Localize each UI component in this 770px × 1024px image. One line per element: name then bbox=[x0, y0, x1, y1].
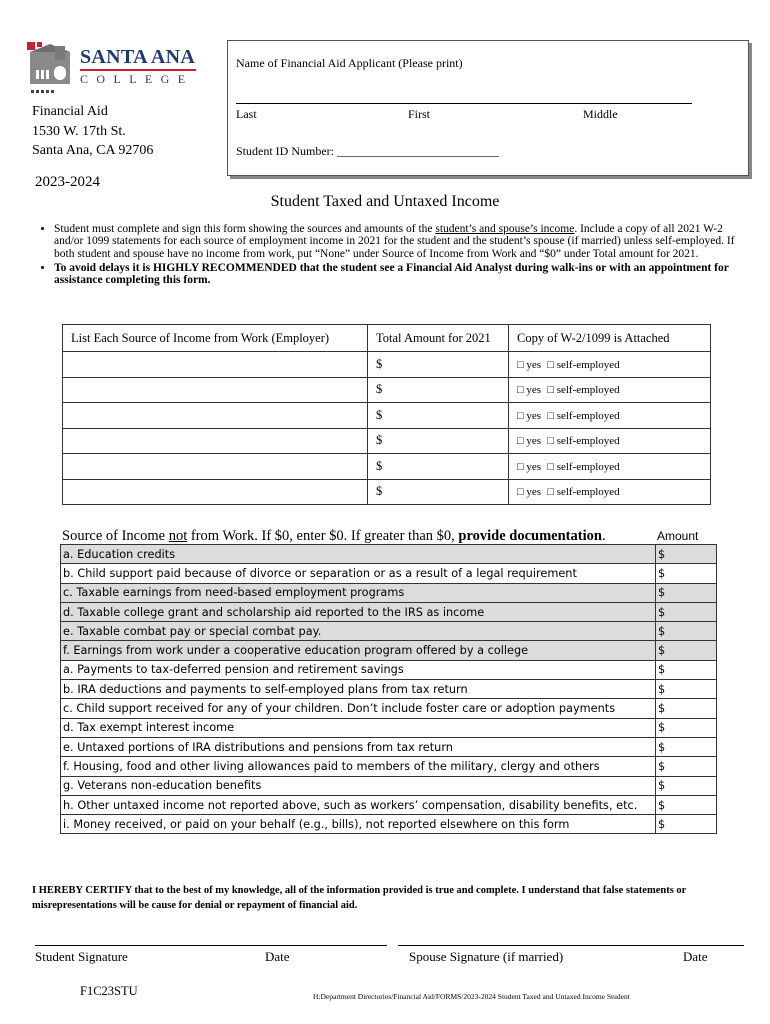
spouse-signature-label: Spouse Signature (if married) bbox=[409, 949, 564, 964]
work-amount-input[interactable]: $ bbox=[368, 479, 509, 505]
nonwork-income-row bbox=[61, 622, 717, 641]
nonwork-income-table bbox=[60, 544, 717, 834]
applicant-name-label: Name of Financial Aid Applicant (Please print) bbox=[236, 56, 463, 70]
income-source-label: a. Education credits bbox=[61, 545, 656, 564]
work-income-row bbox=[63, 479, 711, 505]
middle-name-label: Middle bbox=[583, 107, 618, 121]
nonwork-income-row bbox=[61, 641, 717, 660]
income-amount-input[interactable]: $ bbox=[656, 795, 717, 814]
award-year: 2023-2024 bbox=[35, 174, 100, 190]
income-source-label: b. IRA deductions and payments to self-employed plans from tax return bbox=[61, 680, 656, 699]
yes-checkbox[interactable]: □ yes bbox=[517, 486, 542, 499]
income-source-label: d. Taxable college grant and scholarship aid reported to the IRS as income bbox=[61, 602, 656, 621]
work-amount-input[interactable]: $ bbox=[368, 454, 509, 480]
income-amount-input[interactable]: $ bbox=[656, 680, 717, 699]
income-amount-input[interactable]: $ bbox=[656, 757, 717, 776]
first-name-label: First bbox=[408, 107, 431, 121]
employer-input[interactable] bbox=[63, 479, 368, 505]
work-income-row bbox=[63, 377, 711, 403]
income-source-label: e. Untaxed portions of IRA distributions and pensions from tax return bbox=[61, 737, 656, 756]
student-signature-line[interactable] bbox=[35, 945, 387, 946]
income-source-label: b. Child support paid because of divorce or separation or as a result of a legal requirement bbox=[61, 564, 656, 583]
nonwork-income-row bbox=[61, 815, 717, 834]
file-path: H:Department Directories/Financial Aid/FORMS/2023-2024 Student Taxed and Untaxed Income Student bbox=[313, 992, 630, 1001]
logo-divider bbox=[80, 69, 196, 71]
address-dept: Financial Aid bbox=[32, 104, 108, 119]
nonwork-income-row bbox=[61, 699, 717, 718]
self-employed-checkbox[interactable]: □ self-employed bbox=[547, 486, 620, 499]
nonwork-income-row bbox=[61, 718, 717, 737]
spouse-signature-line[interactable] bbox=[398, 945, 744, 946]
income-amount-input[interactable]: $ bbox=[656, 737, 717, 756]
work-income-row bbox=[63, 428, 711, 454]
work-income-row bbox=[63, 403, 711, 429]
last-name-label: Last bbox=[236, 107, 257, 121]
income-amount-input[interactable]: $ bbox=[656, 545, 717, 564]
college-logo-icon bbox=[27, 42, 73, 94]
income-amount-input[interactable]: $ bbox=[656, 776, 717, 795]
nonwork-header: Source of Income not from Work. If $0, enter $0. If greater than $0, provide documentation. bbox=[62, 528, 606, 544]
income-amount-input[interactable]: $ bbox=[656, 602, 717, 621]
nonwork-income-row bbox=[61, 583, 717, 602]
employer-input[interactable] bbox=[63, 428, 368, 454]
certification-statement: I HEREBY CERTIFY that to the best of my knowledge, all of the information provided is true and complete. I understand that false statements or misrepresentations will be cause for denial or repayment of financial aid. bbox=[32, 885, 687, 911]
income-amount-input[interactable]: $ bbox=[656, 622, 717, 641]
student-signature-label: Student Signature bbox=[35, 949, 128, 964]
nonwork-income-row bbox=[61, 776, 717, 795]
work-amount-input[interactable]: $ bbox=[368, 377, 509, 403]
yes-checkbox[interactable]: □ yes bbox=[517, 460, 542, 473]
income-source-label: a. Payments to tax-deferred pension and retirement savings bbox=[61, 660, 656, 679]
income-source-label: g. Veterans non-education benefits bbox=[61, 776, 656, 795]
income-source-label: i. Money received, or paid on your behalf (e.g., bills), not reported elsewhere on this form bbox=[61, 815, 656, 834]
yes-checkbox[interactable]: □ yes bbox=[517, 384, 542, 397]
income-amount-input[interactable]: $ bbox=[656, 660, 717, 679]
income-source-label: d. Tax exempt interest income bbox=[61, 718, 656, 737]
work-amount-input[interactable]: $ bbox=[368, 352, 509, 378]
address-street: 1530 W. 17th St. bbox=[32, 124, 126, 139]
yes-checkbox[interactable]: □ yes bbox=[517, 435, 542, 448]
nonwork-income-row bbox=[61, 795, 717, 814]
income-source-label: e. Taxable combat pay or special combat pay. bbox=[61, 622, 656, 641]
nonwork-income-row bbox=[61, 680, 717, 699]
w2-attached-cell bbox=[509, 403, 711, 429]
self-employed-checkbox[interactable]: □ self-employed bbox=[547, 460, 620, 473]
work-amount-input[interactable]: $ bbox=[368, 403, 509, 429]
self-employed-checkbox[interactable]: □ self-employed bbox=[547, 435, 620, 448]
work-col-header: Total Amount for 2021 bbox=[368, 325, 509, 352]
nonwork-income-row bbox=[61, 737, 717, 756]
work-col-header: List Each Source of Income from Work (Employer) bbox=[63, 325, 368, 352]
work-income-row bbox=[63, 454, 711, 480]
w2-attached-cell bbox=[509, 352, 711, 378]
instruction-item: • Student must complete and sign this form showing the sources and amounts of the student’s and spouse’s income. Include a copy of all 2021 W-2 and/or 1099 statements for each source of employment income in 2021 for the student and the student’s spouse (if married) unless self-employed. If both student and spouse have no income from work, put “None” under Source of Income from Work and “$0” under Total amount for 2021. bbox=[54, 223, 744, 260]
nonwork-income-row bbox=[61, 602, 717, 621]
form-title: Student Taxed and Untaxed Income bbox=[270, 193, 500, 210]
nonwork-income-row bbox=[61, 564, 717, 583]
amount-column-label: Amount bbox=[657, 529, 699, 543]
employer-input[interactable] bbox=[63, 403, 368, 429]
income-amount-input[interactable]: $ bbox=[656, 564, 717, 583]
w2-attached-cell bbox=[509, 377, 711, 403]
nonwork-income-row bbox=[61, 757, 717, 776]
self-employed-checkbox[interactable]: □ self-employed bbox=[547, 384, 620, 397]
nonwork-income-row bbox=[61, 660, 717, 679]
income-amount-input[interactable]: $ bbox=[656, 718, 717, 737]
income-source-label: f. Earnings from work under a cooperative education program offered by a college bbox=[61, 641, 656, 660]
work-col-header: Copy of W-2/1099 is Attached bbox=[509, 325, 711, 352]
work-amount-input[interactable]: $ bbox=[368, 428, 509, 454]
student-date-label: Date bbox=[265, 949, 290, 964]
income-amount-input[interactable]: $ bbox=[656, 699, 717, 718]
student-id-field[interactable]: Student ID Number: ___________________________ bbox=[236, 144, 499, 158]
work-income-row bbox=[63, 352, 711, 378]
w2-attached-cell bbox=[509, 479, 711, 505]
w2-attached-cell bbox=[509, 428, 711, 454]
self-employed-checkbox[interactable]: □ self-employed bbox=[547, 358, 620, 371]
income-amount-input[interactable]: $ bbox=[656, 641, 717, 660]
work-income-table bbox=[62, 324, 711, 505]
employer-input[interactable] bbox=[63, 454, 368, 480]
yes-checkbox[interactable]: □ yes bbox=[517, 358, 542, 371]
income-source-label: c. Taxable earnings from need-based employment programs bbox=[61, 583, 656, 602]
nonwork-income-row bbox=[61, 545, 717, 564]
employer-input[interactable] bbox=[63, 352, 368, 378]
instruction-item: • To avoid delays it is HIGHLY RECOMMENDED that the student see a Financial Aid Analyst during walk-ins or with an appointment for assistance completing this form. bbox=[54, 262, 744, 287]
yes-checkbox[interactable]: □ yes bbox=[517, 409, 542, 422]
employer-input[interactable] bbox=[63, 377, 368, 403]
form-code: F1C23STU bbox=[80, 984, 138, 998]
spouse-date-label: Date bbox=[683, 949, 708, 964]
income-amount-input[interactable]: $ bbox=[656, 815, 717, 834]
income-amount-input[interactable]: $ bbox=[656, 583, 717, 602]
logo-name: SANTA ANA bbox=[80, 46, 196, 68]
income-source-label: h. Other untaxed income not reported above, such as workers’ compensation, disability benefits, etc. bbox=[61, 795, 656, 814]
self-employed-checkbox[interactable]: □ self-employed bbox=[547, 409, 620, 422]
instructions bbox=[32, 223, 744, 288]
logo-subname: COLLEGE bbox=[80, 72, 194, 86]
name-input-line[interactable] bbox=[236, 103, 692, 104]
income-source-label: c. Child support received for any of your children. Don’t include foster care or adoption payments bbox=[61, 699, 656, 718]
address-city: Santa Ana, CA 92706 bbox=[32, 143, 154, 158]
income-source-label: f. Housing, food and other living allowances paid to members of the military, clergy and others bbox=[61, 757, 656, 776]
w2-attached-cell bbox=[509, 454, 711, 480]
